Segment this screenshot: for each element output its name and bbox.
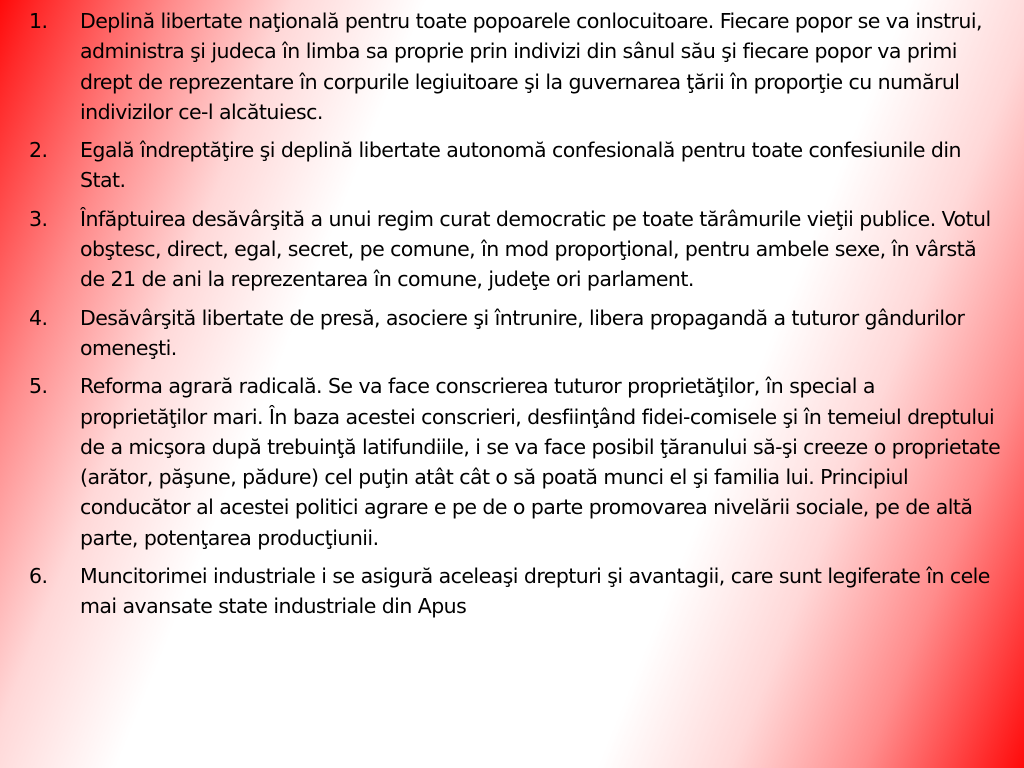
list-item-text: Deplină libertate naţională pentru toate popoarele conlocuitoare. Fiecare popor se va instrui, administra şi judeca în limba sa proprie prin indivizi din sânul său şi fiecare popor va primi drept de reprezentare în corpurile legiuitoare şi la guvernarea ţării în proporţie cu numărul indivizilor ce-l alcătuiesc. bbox=[80, 9, 982, 124]
list-item-number: 6. bbox=[29, 564, 48, 589]
list-item bbox=[0, 135, 1024, 196]
list-item-number: 2. bbox=[29, 138, 48, 163]
list-item-text: Reforma agrară radicală. Se va face conscrierea tuturor proprietăţilor, în special a proprietăţilor mari. În baza acestei conscrieri, desfiinţând fidei-comisele şi în temeiul dreptului de a micşora după trebuinţă latifundiile, i se va face posibil ţăranului să-şi creeze o proprietate (arător, păşune, pădure) cel puţin atât cât o să poată munci el şi familia lui. Principiul conducător al acestei politici agrare e pe de o parte promovarea nivelării sociale, pe de altă parte, potenţarea producţiunii. bbox=[80, 374, 1001, 550]
list-item-number: 4. bbox=[29, 305, 48, 330]
list-item-number: 5. bbox=[29, 374, 48, 399]
numbered-list bbox=[0, 6, 1024, 630]
list-item bbox=[0, 204, 1024, 295]
list-item bbox=[0, 6, 1024, 127]
list-item-text: Egală îndreptăţire şi deplină libertate autonomă confesională pentru toate confesiunile din Stat. bbox=[80, 138, 961, 193]
list-item bbox=[0, 561, 1024, 622]
list-item bbox=[0, 371, 1024, 553]
list-item-number: 1. bbox=[29, 9, 48, 33]
list-item-text: Desăvârşită libertate de presă, asociere şi întrunire, libera propagandă a tuturor gândurilor omeneşti. bbox=[80, 305, 965, 360]
list-item bbox=[0, 303, 1024, 364]
list-item-text: Muncitorimei industriale i se asigură aceleaşi drepturi şi avantagii, care sunt legiferate în cele mai avansate state industriale din Apus bbox=[80, 564, 990, 619]
list-item-number: 3. bbox=[29, 206, 48, 231]
list-item-text: Înfăptuirea desăvârşită a unui regim curat democratic pe toate tărâmurile vieţii publice. Votul obştesc, direct, egal, secret, pe comune, în mod proporţional, pentru ambele sexe, în vârstă de 21 de ani la reprezentarea în comune, judeţe ori parlament. bbox=[80, 206, 991, 292]
